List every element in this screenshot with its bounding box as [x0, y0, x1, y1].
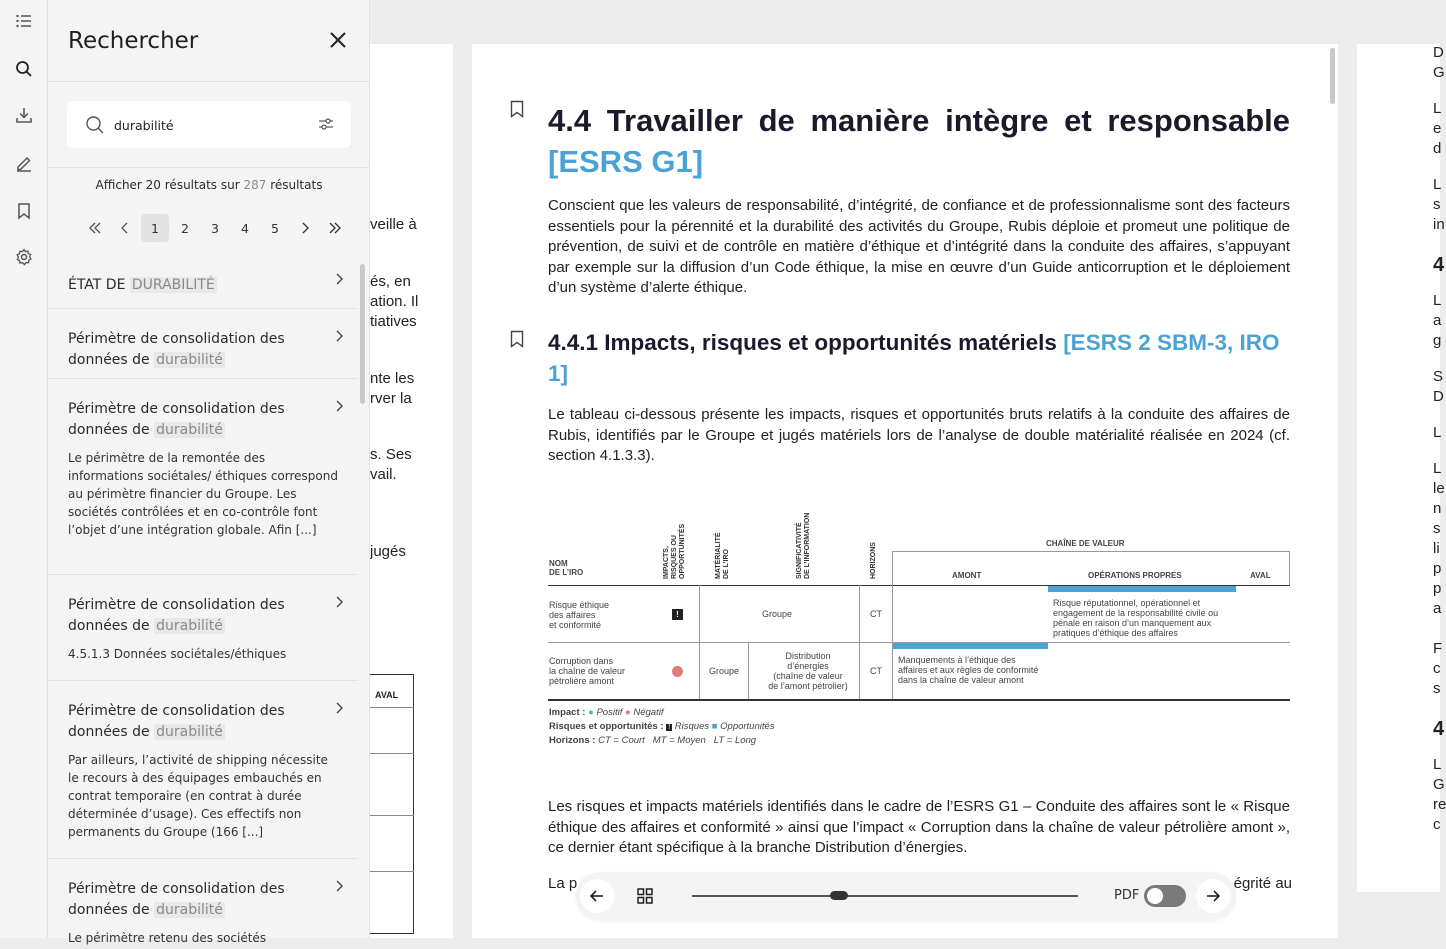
table-rule	[548, 699, 1290, 701]
result-title	[68, 595, 338, 637]
page-text-fragment: li	[1433, 540, 1440, 557]
result-highlight: durabilité	[156, 902, 223, 918]
row-materialite: Groupe	[762, 609, 793, 619]
page-text-fragment: a	[1433, 600, 1442, 617]
legend-label: Impact :	[549, 707, 586, 718]
result-highlight: durabilité	[156, 724, 223, 740]
search-panel	[48, 0, 370, 945]
risk-icon: !	[668, 723, 671, 731]
page-text-fragment: G	[1433, 776, 1445, 793]
page-text-fragment: vail.	[370, 466, 397, 483]
result-snippet: Le périmètre retenu des sociétés	[68, 931, 267, 945]
grid-icon	[637, 888, 653, 904]
chevron-right-icon	[332, 272, 346, 286]
legend-opportunites: Opportunités	[720, 720, 775, 732]
legend-mt: MT = Moyen	[652, 735, 706, 746]
next-page-button[interactable]	[290, 214, 320, 242]
col-header-impacts: IMPACTS, RISQUES OU OPPORTUNITÉS	[663, 523, 686, 579]
result-title	[68, 399, 338, 441]
table-rule	[370, 753, 414, 754]
row-significativite: Distribution d’énergies (chaîne de valeur de l’amont pétrolier)	[768, 651, 848, 691]
legend-lt: LT = Long	[713, 735, 757, 746]
legend-risques: Risques	[674, 720, 710, 732]
chevron-right-icon	[332, 399, 346, 413]
summary-prefix: Afficher 20 résultats sur	[95, 178, 240, 192]
filter-settings-icon[interactable]	[318, 116, 334, 132]
operations-highlight-bar	[1048, 586, 1236, 592]
amont-highlight-bar	[893, 643, 1048, 649]
page-text-fragment: 4	[1433, 718, 1445, 740]
double-chevron-left-icon	[88, 221, 102, 235]
page-navigation-toolbar	[576, 872, 1236, 920]
page-button-4[interactable]: 4	[241, 220, 249, 236]
page-text-fragment: e	[1433, 120, 1442, 137]
paragraph: Le tableau ci-dessous présente les impacts, risques et opportunités bruts relatifs à la conduite des affaires de Rubis, identifiés par le Groupe et jugés matériels lors de l’analyse de double matérialité réalisée en 2024 (cf. section 4.1.3.3).	[548, 406, 1290, 464]
icon-rail	[0, 0, 48, 938]
thumbnails-button[interactable]	[628, 879, 662, 913]
subsection-heading	[548, 327, 1290, 389]
col-header-name: NOM DE L’IRO	[549, 559, 584, 577]
page-text-fragment: és, en	[370, 273, 411, 290]
bookmark-icon	[15, 202, 33, 220]
document-page	[472, 44, 1338, 938]
arrow-left-icon	[589, 888, 605, 904]
table-header: AVAL	[375, 690, 399, 700]
divider	[48, 167, 370, 168]
chevron-right-icon	[332, 879, 346, 893]
page-button-1[interactable]: 1	[141, 214, 169, 242]
risk-icon: !	[672, 609, 683, 620]
pen-icon	[15, 154, 33, 172]
search-icon	[15, 60, 33, 78]
legend-label: Risques et opportunités :	[549, 720, 664, 732]
page-text-fragment: p	[1433, 580, 1442, 597]
results-scrollbar[interactable]	[360, 264, 365, 404]
page-slider-thumb[interactable]	[830, 891, 848, 900]
search-icon	[85, 115, 105, 135]
double-chevron-right-icon	[328, 221, 342, 235]
summary-suffix: résultats	[270, 178, 323, 192]
result-title-text: Périmètre de consolidation des données de	[68, 881, 285, 918]
legend-impact	[549, 706, 949, 720]
paragraph: Les risques et impacts matériels identifiés dans le cadre de l’ESRS G1 – Conduite des affaires sont le « Risque éthique des affaires et conformité » ainsi que l’impact « Corruption dans la chaîne de valeur pétrolière amont », ce dernier étant spécifique à la branche Distribution d’énergies.	[548, 798, 1290, 856]
chevron-right-icon	[298, 221, 312, 235]
chevron-right-icon	[332, 329, 346, 343]
page-text-fragment: c	[1433, 660, 1441, 677]
section-heading: 4.4 Travailler de manière intègre et responsable	[548, 103, 1290, 138]
page-text-fragment: F	[1433, 640, 1443, 657]
search-result-item[interactable]	[48, 681, 358, 859]
subsection-heading-tag: [ESRS 2 SBM-3, IRO 1]	[548, 330, 1280, 386]
page-text-fragment: 4	[1433, 254, 1445, 276]
page-text-fragment: L	[1433, 176, 1442, 193]
table-rule	[748, 642, 749, 699]
partial-table	[370, 674, 414, 934]
page-text-fragment: ation. Il	[370, 293, 419, 310]
table-rule	[892, 551, 1290, 552]
page-text-fragment: L	[1433, 460, 1442, 477]
row-horizon: CT	[870, 609, 882, 619]
table-rule	[1289, 551, 1290, 585]
page-text-fragment: nte les	[370, 370, 415, 387]
pdf-toggle[interactable]	[1144, 885, 1186, 907]
download-button[interactable]	[8, 99, 40, 131]
page-text-fragment: G	[1433, 64, 1445, 81]
search-box	[67, 101, 351, 148]
page-text-fragment: L	[1433, 292, 1442, 309]
page-text-fragment: c	[1433, 816, 1441, 833]
list-icon	[15, 12, 33, 30]
result-title-text: Périmètre de consolidation des données de	[68, 331, 285, 368]
result-snippet: Le périmètre de la remontée des informations sociétales/ éthiques correspond au périmètre financier du Groupe. Les sociétés contrôlées et en co-contrôle font l’objet d’une intégration globale. Afin [...]	[68, 451, 338, 537]
chevron-right-icon	[332, 595, 346, 609]
page-text-fragment: le	[1433, 480, 1445, 497]
first-page-button[interactable]	[80, 214, 110, 242]
pagination	[80, 214, 350, 242]
section-heading-tag: [ESRS G1]	[548, 144, 704, 179]
page-text-fragment: a	[1433, 312, 1442, 329]
result-highlight: durabilité	[156, 422, 223, 438]
panel-title: Rechercher	[68, 28, 199, 54]
legend-label: Horizons :	[549, 735, 596, 746]
paragraph: Conscient que les valeurs de responsabilité, d’intégrité, de confiance et de professionnalisme sont des facteurs essentiels pour la pérennité et la durabilité des activités du Groupe, Rubis déploie et promeut une politique de prévention, de suivi et de contrôle en matière d’éthique et d’intégrité dans la conduite des affaires, s’appuyant par exemple sur la diffusion d’un Code éthique, la mise en œuvre d’un Guide anticorruption et le déploiement d’un système d’alerte éthique.	[548, 197, 1290, 296]
document-scrollbar[interactable]	[1330, 48, 1335, 104]
page-text-fragment: d	[1433, 140, 1442, 157]
table-rule	[699, 585, 700, 699]
previous-page	[370, 44, 453, 938]
col-header-materialite: MATÉRIALITÉ DE L’IRO	[715, 532, 730, 579]
result-title	[68, 879, 338, 921]
chevron-right-icon	[332, 701, 346, 715]
row-operations: Risque réputationnel, opérationnel et engagement de la responsabilité civile ou pénale en raison d’un manquement aux pratiques d’éthique des affaires	[1053, 598, 1219, 638]
search-result-item[interactable]	[48, 309, 358, 379]
result-title	[68, 701, 338, 743]
opportunity-icon: ■	[711, 720, 718, 732]
table-rule	[370, 815, 414, 816]
page-text-fragment: in	[1433, 216, 1445, 233]
negative-icon: ●	[624, 707, 631, 718]
close-icon	[326, 28, 350, 52]
page-button-3[interactable]: 3	[211, 220, 219, 236]
result-highlight: DURABILITÉ	[131, 277, 215, 293]
iro-legend	[549, 706, 949, 748]
result-title	[68, 329, 338, 371]
result-title-text: Périmètre de consolidation des données de	[68, 401, 285, 438]
prev-page-button[interactable]	[110, 214, 140, 242]
row-materialite: Groupe	[709, 666, 740, 676]
vc-aval-header: AVAL	[1250, 571, 1271, 580]
page-text-fragment: D	[1433, 44, 1444, 61]
positive-icon: ●	[588, 707, 594, 718]
result-snippet: Par ailleurs, l’activité de shipping nécessite le recours à des équipages embauchés en contrat temporaire (en contrat à durée déterminée d’usage). Ces effectifs non permanents du Groupe (166 [...]	[68, 753, 328, 839]
subsection-heading-text: 4.4.1 Impacts, risques et opportunités matériels	[548, 330, 1057, 355]
page-text-fragment: L	[1433, 424, 1442, 441]
search-results-list	[48, 258, 358, 949]
legend-negative: Négatif	[633, 707, 664, 718]
page-text-fragment: s	[1433, 520, 1441, 537]
page-text-fragment: L	[1433, 756, 1442, 773]
row-horizon: CT	[870, 666, 882, 676]
page-text-fragment: s	[1433, 196, 1441, 213]
page-text-fragment: D	[1433, 388, 1444, 405]
table-rule	[370, 707, 414, 708]
bookmark-icon[interactable]	[510, 330, 524, 348]
summary-total: 287	[243, 178, 267, 192]
pdf-label: PDF	[1114, 888, 1140, 903]
table-rule	[892, 551, 893, 585]
value-chain-header: CHAÎNE DE VALEUR	[1046, 539, 1125, 548]
result-title	[68, 275, 338, 296]
row-name: Risque éthique des affaires et conformité	[549, 600, 610, 630]
col-header-horizons: HORIZONS	[870, 542, 877, 579]
legend-ro	[549, 720, 949, 735]
vc-operations-header: OPÉRATIONS PROPRES	[1088, 571, 1182, 580]
result-highlight: durabilité	[156, 352, 223, 368]
page-text-fragment: n	[1433, 500, 1442, 517]
search-input[interactable]	[114, 113, 304, 137]
page-slider[interactable]	[692, 895, 1078, 897]
arrow-right-icon	[1205, 888, 1221, 904]
search-result-item[interactable]	[48, 575, 358, 681]
bookmarks-button[interactable]	[8, 195, 40, 227]
bookmark-icon[interactable]	[510, 100, 524, 118]
previous-page-button[interactable]	[580, 879, 614, 913]
page-text-fragment: veille à	[370, 216, 417, 233]
result-snippet: 4.5.1.3 Données sociétales/éthiques	[68, 647, 287, 661]
paragraph-end: égrité au	[1233, 875, 1292, 892]
page-button-5[interactable]: 5	[271, 220, 279, 236]
col-header-significativite: SIGNIFICATIVITÉ DE L’INFORMATION	[796, 512, 811, 579]
divider	[48, 81, 370, 82]
page-text-fragment: S	[1433, 368, 1444, 385]
page-text-fragment: p	[1433, 560, 1442, 577]
result-highlight: durabilité	[156, 618, 223, 634]
table-rule	[859, 585, 860, 699]
paragraph-start: La p	[548, 875, 578, 892]
vc-amont-header: AMONT	[952, 571, 982, 580]
page-text-fragment: jugés	[370, 543, 406, 560]
next-page-button[interactable]	[1196, 879, 1230, 913]
page-text-fragment: re	[1433, 796, 1446, 813]
search-rail-button[interactable]	[8, 53, 40, 85]
gear-icon	[15, 248, 33, 266]
page-text-fragment: g	[1433, 332, 1442, 349]
download-icon	[15, 106, 33, 124]
table-rule	[370, 871, 414, 872]
table-rule	[892, 585, 893, 699]
annotate-button[interactable]	[8, 147, 40, 179]
page-text-fragment: rver la	[370, 390, 412, 407]
page-text-fragment: L	[1433, 100, 1442, 117]
search-result-item[interactable]	[48, 379, 358, 575]
legend-ct: CT = Court	[598, 735, 645, 746]
toc-button[interactable]	[8, 5, 40, 37]
search-result-item[interactable]	[48, 859, 358, 949]
settings-button[interactable]	[8, 241, 40, 273]
search-result-item[interactable]	[48, 258, 358, 309]
row-name: Corruption dans la chaîne de valeur pétrolière amont	[549, 656, 626, 686]
page-text-fragment: s	[1433, 680, 1441, 697]
page-button-2[interactable]: 2	[181, 220, 189, 236]
chevron-left-icon	[118, 221, 132, 235]
negative-icon	[672, 666, 683, 677]
page-text-fragment: tiatives	[370, 313, 417, 330]
legend-positive: Positif	[596, 707, 623, 718]
result-title-text: Périmètre de consolidation des données de	[68, 703, 285, 740]
last-page-button[interactable]	[320, 214, 350, 242]
toggle-knob	[1147, 888, 1163, 904]
result-title-text: ÉTAT DE	[68, 277, 126, 293]
result-summary	[48, 178, 370, 192]
row-amont: Manquements à l’éthique des affaires et aux règles de conformité dans la chaîne de valeur amont	[898, 655, 1039, 685]
next-page	[1357, 44, 1446, 892]
result-title-text: Périmètre de consolidation des données de	[68, 597, 285, 634]
close-panel-button[interactable]	[326, 28, 350, 52]
page-text-fragment: s. Ses	[370, 446, 412, 463]
iro-table	[548, 496, 1290, 746]
legend-horizons	[549, 734, 949, 748]
